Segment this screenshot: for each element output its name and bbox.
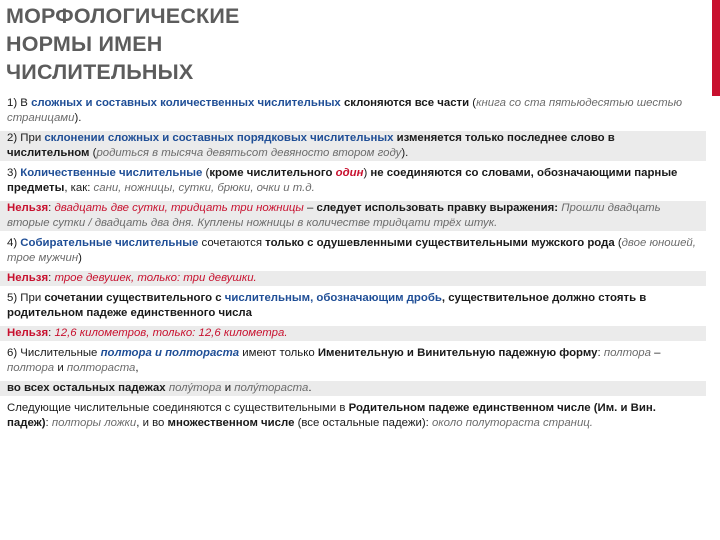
text-segment: 12,6 километров, только: 12,6 километра. (54, 327, 288, 339)
text-segment: 4) (7, 237, 21, 249)
text-segment: ). (74, 112, 82, 124)
text-segment: ). (401, 147, 409, 159)
text-segment: , и во (136, 417, 168, 429)
text-segment: и (54, 362, 67, 374)
rule-7-paragraph (0, 401, 706, 431)
rule-5-paragraph (0, 291, 706, 321)
text-segment: полу́тораста (234, 382, 309, 394)
text-segment: полтора (603, 347, 651, 359)
rule-6-paragraph (0, 346, 706, 376)
title-line-2: НОРМЫ ИМЕН (6, 32, 163, 56)
text-segment: . (308, 382, 312, 394)
text-segment: , (135, 362, 139, 374)
text-segment: ( (202, 167, 210, 179)
text-segment: полу́тора (168, 382, 222, 394)
text-segment: сложных и составных количественных числительных (31, 97, 341, 109)
text-segment: полторы ложки (51, 417, 137, 429)
text-segment: Нельзя (7, 327, 49, 339)
title-line-3: ЧИСЛИТЕЛЬНЫХ (6, 60, 194, 84)
text-segment: родиться в тысяча девятьсот девяносто втором году (96, 147, 402, 159)
text-segment: ) (78, 252, 82, 264)
text-segment: ( (469, 97, 477, 109)
rule-4-paragraph (0, 236, 706, 266)
text-segment: числительным, обозначающим дробь (224, 292, 442, 304)
text-segment: ) (363, 167, 371, 179)
text-segment: не соединяются со словами, обозначающими парные предметы (7, 167, 678, 194)
text-segment: сочетаются (198, 237, 266, 249)
text-segment: один (335, 167, 364, 179)
text-segment: во всех остальных падежах (7, 382, 166, 394)
text-segment: полтора (7, 362, 55, 374)
text-segment: изменяется только последнее слово в числительном (7, 132, 615, 159)
title-line-1: МОРФОЛОГИЧЕСКИЕ (6, 4, 240, 28)
slide-content (0, 96, 706, 435)
text-segment: Следующие числительные соединяются с существительными в (7, 402, 349, 414)
text-segment: – (650, 347, 661, 359)
text-segment: Нельзя (7, 272, 49, 284)
text-segment: : (48, 327, 55, 339)
text-segment: полтораста (66, 362, 136, 374)
text-segment: кроме числительного (209, 167, 336, 179)
text-segment: склоняются все части (340, 97, 470, 109)
rule-3-paragraph (0, 166, 706, 196)
text-segment: ( (89, 147, 97, 159)
slide-title (6, 2, 666, 86)
text-segment: Нельзя (7, 202, 49, 214)
text-segment: сочетании существительного с (44, 292, 225, 304)
text-segment: 1) В (7, 97, 32, 109)
text-segment: : (48, 272, 55, 284)
accent-bar (712, 0, 720, 96)
rule-3-example (0, 201, 706, 231)
rule-5-example (0, 326, 706, 341)
text-segment: сани, ножницы, сутки, брюки, очки и т.д. (93, 182, 315, 194)
text-segment: (все остальные падежи): (294, 417, 432, 429)
text-segment: – (303, 202, 317, 214)
text-segment: Количественные числительные (20, 167, 203, 179)
text-segment: имеют только (239, 347, 318, 359)
rule-6-cases (0, 381, 706, 396)
text-segment: около полутораста страниц. (431, 417, 593, 429)
text-segment: , как: (64, 182, 94, 194)
text-segment: двое юношей, трое мужчин (7, 237, 696, 264)
text-segment: двадцать две сутки, тридцать три ножницы (54, 202, 304, 214)
text-segment: Собирательные числительные (20, 237, 199, 249)
text-segment: следует использовать правку выражения: (316, 202, 559, 214)
text-segment: Прошли двадцать вторые сутки / двадцать два дня. Куплены ножницы в количестве тридцати трёх штук. (7, 202, 661, 229)
text-segment: полтора и полтораста (100, 347, 240, 359)
rule-4-example (0, 271, 706, 286)
text-segment: 2) При (7, 132, 45, 144)
text-segment: только с одушевленными существительными мужского рода (265, 237, 615, 249)
text-segment: : (597, 347, 604, 359)
rule-1-paragraph (0, 96, 706, 126)
text-segment: множественном числе (167, 417, 295, 429)
text-segment: : (45, 417, 52, 429)
text-segment: 5) При (7, 292, 45, 304)
text-segment: ( (614, 237, 622, 249)
text-segment: склонении сложных и составных порядковых числительных (44, 132, 394, 144)
text-segment: 3) (7, 167, 21, 179)
text-segment: , существительное должно стоять в родительном падеже единственного числа (7, 292, 647, 319)
rule-2-paragraph (0, 131, 706, 161)
text-segment: Именительную и Винительную падежную форму (317, 347, 598, 359)
text-segment: и (221, 382, 235, 394)
text-segment: Родительном падеже единственном числе (Им. и Вин. падеж) (7, 402, 656, 429)
text-segment: трое девушек, только: три девушки. (54, 272, 257, 284)
text-segment: : (48, 202, 55, 214)
text-segment: 6) Числительные (7, 347, 101, 359)
text-segment: книга со ста пятьюдесятью шестью страницами (7, 97, 683, 124)
